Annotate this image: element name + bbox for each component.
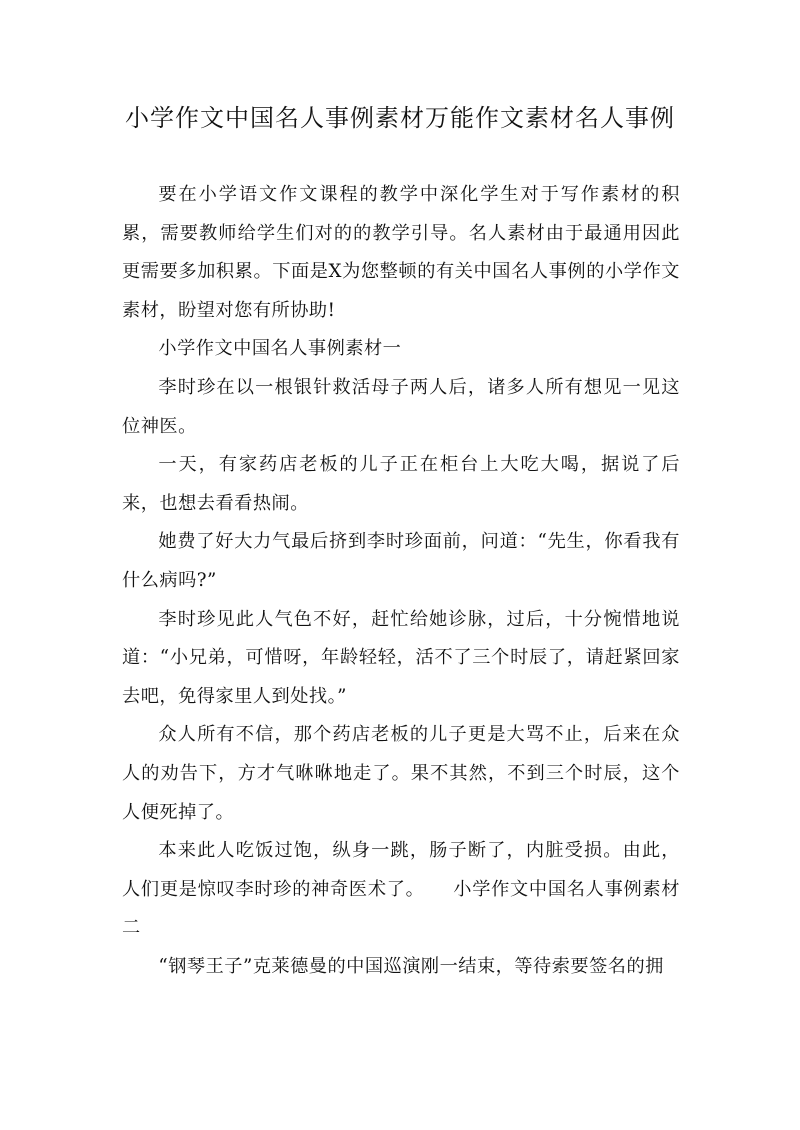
paragraph: 本来此人吃饭过饱，纵身一跳，肠子断了，内脏受损。由此，人们更是惊叹李时珍的神奇医术了。 小学作文中国名人事例素材二: [122, 840, 680, 939]
paragraph-intro: 要在小学语文作文课程的教学中深化学生对于写作素材的积累，需要教师给学生们对的的教学引导。名人素材由于最通用因此更需要多加积累。下面是X为您整顿的有关中国名人事例的小学作文素材，盼望对您有所协助!: [122, 184, 680, 321]
paragraph: 她费了好大力气最后挤到李时珍面前，问道：“先生，你看我有什么病吗?”: [122, 531, 680, 591]
paragraph: “钢琴王子”克莱德曼的中国巡演刚一结束，等待索要签名的拥: [158, 955, 664, 977]
document-title: 小学作文中国名人事例素材万能作文素材名人事例: [125, 104, 675, 132]
document-body: [122, 176, 680, 986]
paragraph: 一天，有家药店老板的儿子正在柜台上大吃大喝，据说了后来，也想去看看热闹。: [122, 454, 680, 514]
paragraph: 李时珍在以一根银针救活母子两人后，诸多人所有想见一见这位神医。: [122, 376, 680, 437]
paragraph: 李时珍见此人气色不好，赶忙给她诊脉，过后，十分惋惜地说道：“小兄弟，可惜呀，年龄轻轻，活不了三个时辰了，请赶紧回家去吧，免得家里人到处找。”: [122, 608, 680, 707]
section-heading-1: 小学作文中国名人事例素材一: [158, 338, 402, 360]
paragraph: 众人所有不信，那个药店老板的儿子更是大骂不止，后来在众人的劝告下，方才气咻咻地走了。果不其然，不到三个时辰，这个人便死掉了。: [122, 724, 680, 823]
